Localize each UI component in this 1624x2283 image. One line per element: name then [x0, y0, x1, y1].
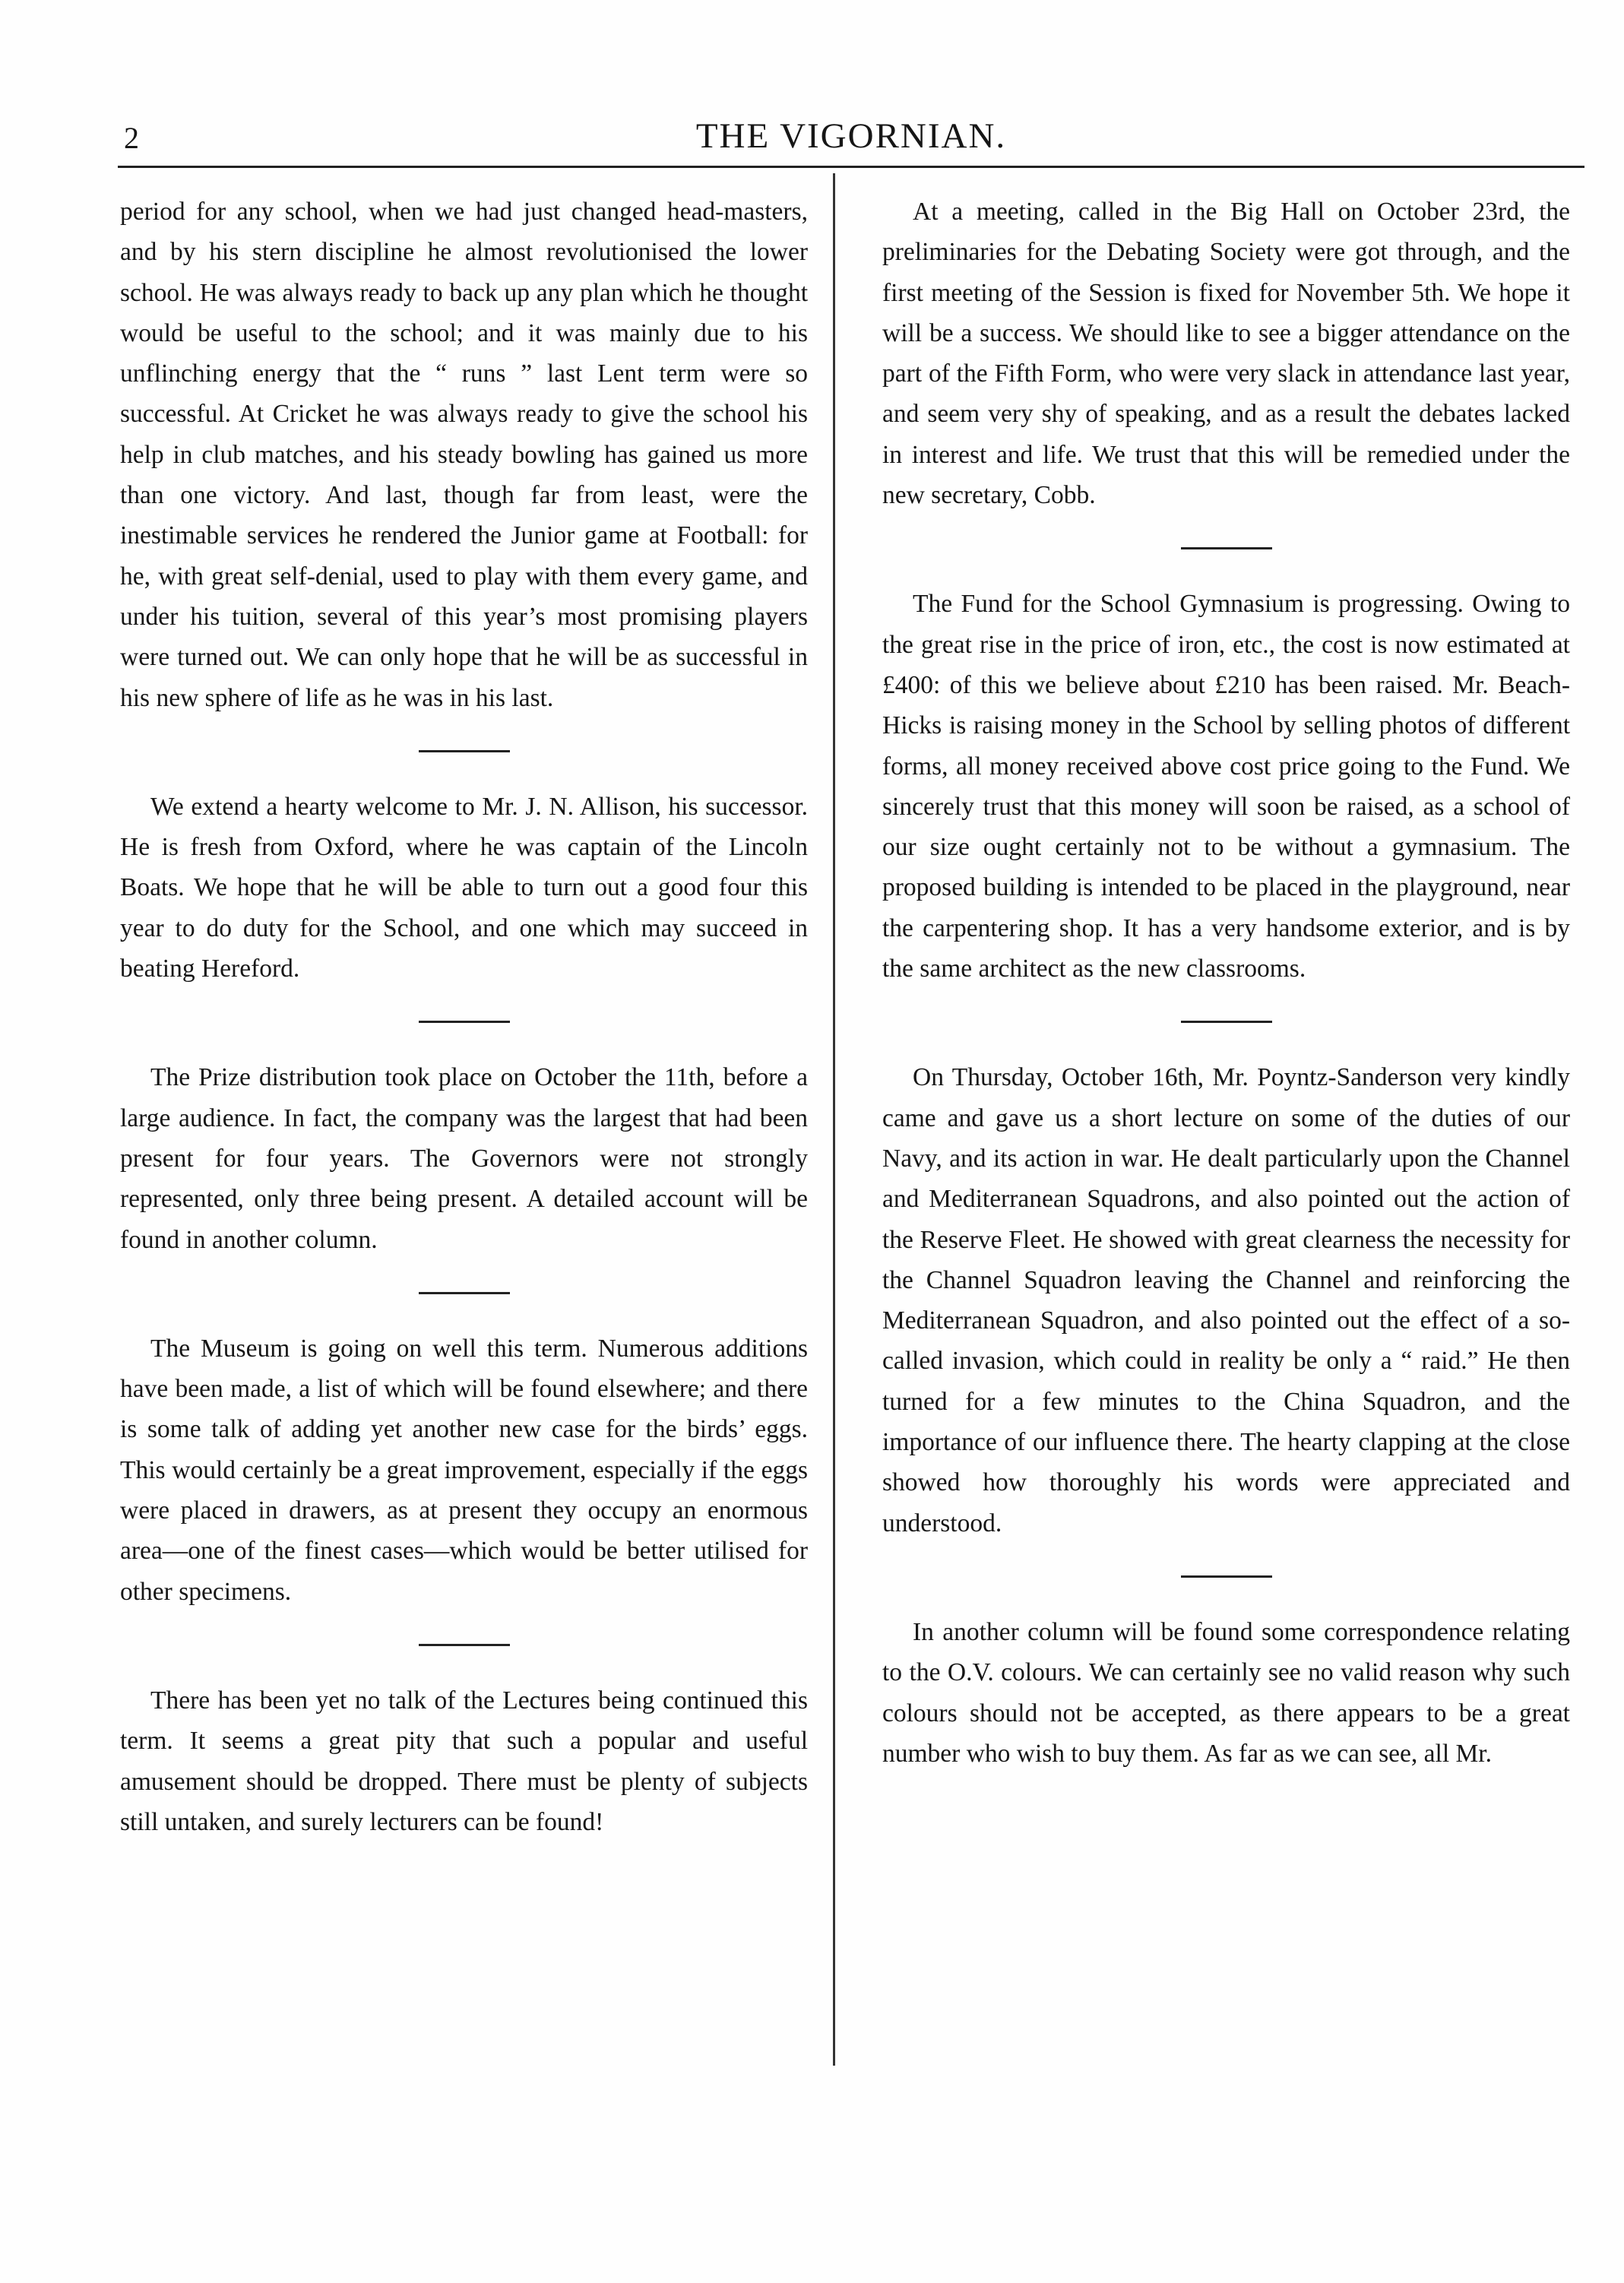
section-separator: [419, 750, 510, 752]
header-rule: [118, 166, 1584, 168]
section-separator: [1181, 547, 1272, 549]
page-header: [118, 112, 1584, 166]
article-paragraph: There has been yet no talk of the Lectures being continued this term. It seems a great pity that such a popular and useful amusement should be dropped. There must be plenty of subjects still untaken, and surely lecturers can be found!: [120, 1686, 808, 1836]
column-divider: [833, 173, 835, 2066]
article-paragraph: The Prize distribution took place on October the 11th, before a large audience. In fact, the company was the largest that had been present for four years. The Governors were not strongly represented, only three being present. A detailed account will be found in another column.: [120, 1063, 808, 1254]
section-separator: [419, 1292, 510, 1294]
left-column: [120, 192, 808, 1842]
article-paragraph: At a meeting, called in the Big Hall on October 23rd, the preliminaries for the Debating Society were got through, and the first meeting of the Session is fixed for November 5th. We hope it will be a success. We should like to see a bigger attendance on the part of the Fifth Form, who were very slack in attendance last year, and seem very shy of speaking, and as a result the debates lacked in interest and life. We trust that this will be remedied under the new secretary, Cobb.: [882, 198, 1570, 510]
article-paragraph: In another column will be found some correspondence relating to the O.V. colours. We can certainly see no valid reason why such colours should not be accepted, as there appears to be a great number who wish to buy them. As far as we can see, all Mr.: [882, 1617, 1570, 1768]
page-number: 2: [124, 121, 139, 155]
masthead-title: THE VIGORNIAN.: [695, 116, 1007, 156]
section-separator: [419, 1644, 510, 1646]
article-paragraph: On Thursday, October 16th, Mr. Poyntz-Sanderson very kindly came and gave us a short lecture on some of the duties of our Navy, and its action in war. He dealt particularly upon the Channel and Mediterranean Squadrons, and also pointed out the action of the Reserve Fleet. He showed with great clearness the necessity for the Channel Squadron leaving the Channel and reinforcing the Mediterranean Squadron, and also pointed out the effect of a so-called invasion, which could in reality be only a “ raid.” He then turned for a few minutes to the China Squadron, and the importance of our influence there. The hearty clapping at the close showed how thoroughly his words were appreciated and understood.: [882, 1063, 1570, 1537]
article-paragraph: The Fund for the School Gymnasium is progressing. Owing to the great rise in the price of iron, etc., the cost is now estimated at £400: of this we believe about £210 has been raised. Mr. Beach-Hicks is raising money in the School by selling photos of different forms, all money received above cost price going to the Fund. We sincerely trust that this money will soon be raised, as a school of our size ought certainly not to be without a gymnasium. The proposed building is intended to be placed in the playground, near the carpentering shop. It has a very handsome exterior, and is by the same architect as the new classrooms.: [882, 590, 1570, 983]
article-paragraph: The Museum is going on well this term. Numerous additions have been made, a list of which will be found elsewhere; and there is some talk of adding yet another new case for the birds’ eggs. This would certainly be a great improvement, especially if the eggs were placed in drawers, as at present they occupy an enormous area—one of the finest cases—which would be better utilised for other specimens.: [120, 1334, 808, 1606]
right-column: [882, 192, 1570, 1774]
section-separator: [1181, 1575, 1272, 1578]
section-separator: [1181, 1021, 1272, 1023]
article-paragraph: period for any school, when we had just changed head-masters, and by his stern discipline he almost revolutionised the lower school. He was always ready to back up any plan which he thought would be useful to the school; and it was mainly due to his unflinching energy that the “ runs ” last Lent term were so successful. At Cricket he was always ready to give the school his help in club matches, and his steady bowling has gained us more than one victory. And last, though far from least, were the inestimable services he rendered the Junior game at Football: for he, with great self-denial, used to play with them every game, and under his tuition, several of this year’s most promising players were turned out. We can only hope that he will be as successful in his new sphere of life as he was in his last.: [120, 198, 808, 712]
article-paragraph: We extend a hearty welcome to Mr. J. N. Allison, his successor. He is fresh from Oxford, where he was captain of the Lincoln Boats. We hope that he will be able to turn out a good four this year to do duty for the School, and one which may succeed in beating Hereford.: [120, 792, 808, 983]
section-separator: [419, 1021, 510, 1023]
